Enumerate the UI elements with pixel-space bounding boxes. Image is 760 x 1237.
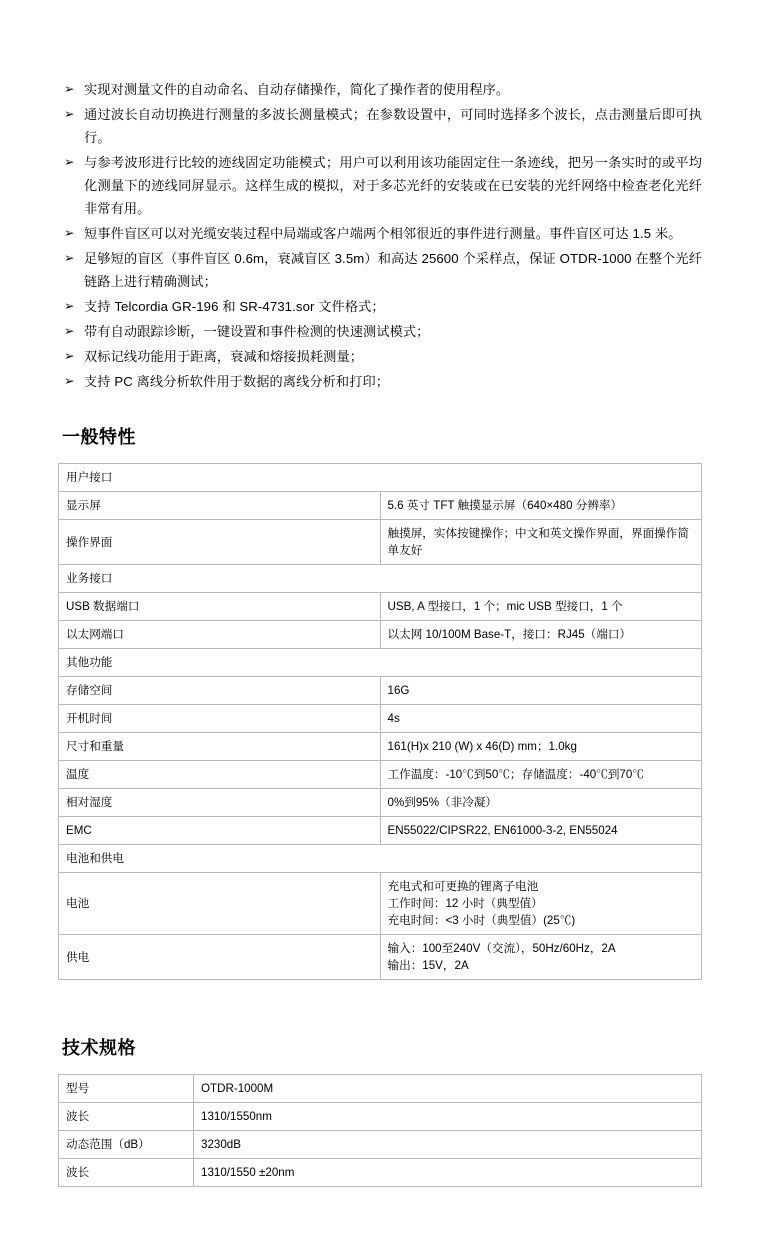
row-label: 动态范围（dB） (59, 1131, 194, 1159)
section-spacer (58, 990, 702, 1012)
arrow-bullet-icon: ➢ (64, 155, 75, 169)
table-row (59, 464, 702, 492)
table-row (59, 705, 702, 733)
bullet-text: 双标记线功能用于距离，衰减和熔接损耗测量； (84, 349, 364, 364)
table-row (59, 817, 702, 845)
table-row (59, 1159, 702, 1187)
row-label: 波长 (59, 1159, 194, 1187)
arrow-bullet-icon: ➢ (64, 324, 75, 338)
row-value: 1310/1550nm (194, 1103, 702, 1131)
table-row (59, 935, 702, 980)
row-value: 1310/1550 ±20nm (194, 1159, 702, 1187)
list-item (58, 295, 702, 318)
row-value: 16G (380, 677, 702, 705)
group-label: 业务接口 (59, 565, 702, 593)
table-row (59, 1131, 702, 1159)
bullet-text: 带有自动跟踪诊断，一键设置和事件检测的快速测试模式； (84, 324, 430, 339)
row-value-line: 输入：100至240V（交流），50Hz/60Hz，2A (387, 942, 616, 955)
row-label: 电池 (59, 873, 381, 935)
table-row (59, 565, 702, 593)
list-item (58, 247, 702, 293)
row-label: 以太网端口 (59, 621, 381, 649)
general-features-heading: 一般特性 (62, 427, 136, 447)
row-label: 供电 (59, 935, 381, 980)
general-features-table (58, 463, 702, 980)
table-row (59, 845, 702, 873)
row-value: 触摸屏，实体按键操作；中文和英文操作界面，界面操作简单友好 (380, 520, 702, 565)
arrow-bullet-icon: ➢ (64, 226, 75, 240)
group-label: 电池和供电 (59, 845, 702, 873)
arrow-bullet-icon: ➢ (64, 349, 75, 363)
list-item (58, 78, 702, 101)
arrow-bullet-icon: ➢ (64, 299, 75, 313)
group-label: 用户接口 (59, 464, 702, 492)
list-item (58, 370, 702, 393)
row-value: 5.6 英寸 TFT 触摸显示屏（640×480 分辨率） (380, 492, 702, 520)
arrow-bullet-icon: ➢ (64, 251, 75, 265)
group-label: 其他功能 (59, 649, 702, 677)
row-value: 161(H)x 210 (W) x 46(D) mm；1.0kg (380, 733, 702, 761)
row-label: 温度 (59, 761, 381, 789)
list-item (58, 320, 702, 343)
table-row (59, 492, 702, 520)
row-value: 工作温度：-10℃到50℃；存储温度：-40℃到70℃ (380, 761, 702, 789)
table-row (59, 873, 702, 935)
row-label: USB 数据端口 (59, 593, 381, 621)
list-item (58, 103, 702, 149)
arrow-bullet-icon: ➢ (64, 374, 75, 388)
table-row (59, 789, 702, 817)
row-label: 显示屏 (59, 492, 381, 520)
row-value: USB, A 型接口，1 个；mic USB 型接口，1 个 (380, 593, 702, 621)
bullet-text: 通过波长自动切换进行测量的多波长测量模式；在参数设置中，可同时选择多个波长，点击测量后即可执行。 (84, 107, 702, 145)
row-value: 以太网 10/100M Base-T，接口：RJ45（端口） (380, 621, 702, 649)
row-value: OTDR-1000M (194, 1075, 702, 1103)
tech-specs-heading: 技术规格 (62, 1038, 136, 1058)
row-value (380, 935, 702, 980)
bullet-text: 支持 PC 离线分析软件用于数据的离线分析和打印； (84, 374, 390, 389)
row-value: 0%到95%（非冷凝） (380, 789, 702, 817)
row-label: 型号 (59, 1075, 194, 1103)
table-row (59, 677, 702, 705)
table-row (59, 1103, 702, 1131)
table-row (59, 520, 702, 565)
bullet-text: 实现对测量文件的自动命名、自动存储操作，简化了操作者的使用程序。 (84, 82, 510, 97)
bullet-text: 支持 Telcordia GR-196 和 SR-4731.sor 文件格式； (84, 299, 385, 314)
bullet-text: 与参考波形进行比较的迹线固定功能模式；用户可以利用该功能固定住一条迹线，把另一条实时的或平均化测量下的迹线同屏显示。这样生成的模拟，对于多芯光纤的安装或在已安装的光纤网络中检查老化光纤非常有用。 (84, 155, 702, 216)
row-value-line: 充电时间：<3 小时（典型值）(25℃) (387, 914, 576, 927)
row-label: 开机时间 (59, 705, 381, 733)
list-item (58, 151, 702, 220)
bullet-text: 短事件盲区可以对光缆安装过程中局端或客户端两个相邻很近的事件进行测量。事件盲区可达 1.5 米。 (84, 226, 682, 241)
row-value-line: 充电式和可更换的锂离子电池 (387, 880, 539, 893)
list-item (58, 345, 702, 368)
row-value: EN55022/CIPSR22, EN61000-3-2, EN55024 (380, 817, 702, 845)
row-value (380, 873, 702, 935)
table-row (59, 621, 702, 649)
feature-bullet-list (58, 78, 702, 393)
tech-specs-table (58, 1074, 702, 1187)
table-row (59, 649, 702, 677)
arrow-bullet-icon: ➢ (64, 107, 75, 121)
table-row (59, 761, 702, 789)
row-value-line: 输出：15V，2A (387, 959, 469, 972)
row-label: 存储空间 (59, 677, 381, 705)
table-row (59, 733, 702, 761)
row-value-line: 工作时间：12 小时（典型值） (387, 897, 543, 910)
row-label: EMC (59, 817, 381, 845)
row-label: 波长 (59, 1103, 194, 1131)
table-row (59, 593, 702, 621)
list-item (58, 222, 702, 245)
row-label: 操作界面 (59, 520, 381, 565)
bullet-text: 足够短的盲区（事件盲区 0.6m，衰减盲区 3.5m）和高达 25600 个采样点，保证 OTDR-1000 在整个光纤链路上进行精确测试； (84, 251, 702, 289)
row-value: 3230dB (194, 1131, 702, 1159)
table-row (59, 1075, 702, 1103)
row-label: 尺寸和重量 (59, 733, 381, 761)
row-value: 4s (380, 705, 702, 733)
arrow-bullet-icon: ➢ (64, 82, 75, 96)
row-label: 相对湿度 (59, 789, 381, 817)
